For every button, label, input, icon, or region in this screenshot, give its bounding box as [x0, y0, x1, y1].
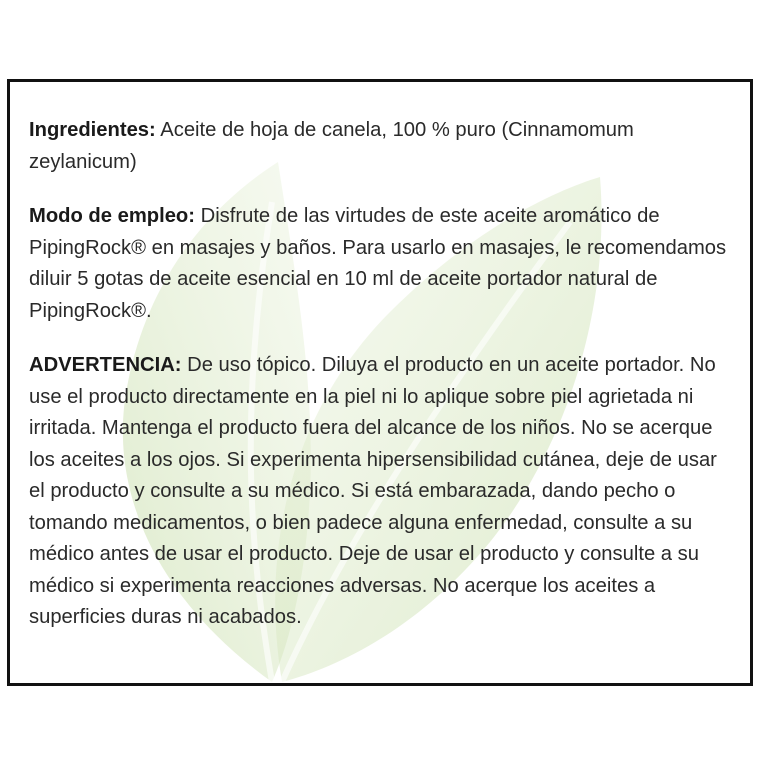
warning-text: De uso tópico. Diluya el producto en un aceite portador. No use el producto directamente en la piel ni lo aplique sobre piel agrietada ni irritada. Mantenga el producto fuera del alcance de los niños. No se acerque los aceites a los ojos. Si experimenta hipersensibilidad cutánea, deje de usar el producto y consulte a su médico. Si está embarazada, dando pecho o tomando medicamentos, o bien padece alguna enfermedad, consulte a su médico antes de usar el producto. Deje de usar el producto y consulte a su médico si experimenta reacciones adversas. No acerque los aceites a superficies duras ni acabados.: [29, 354, 717, 628]
usage-text: Disfrute de las virtudes de este aceite aromático de PipingRock® en masajes y baños. Para usarlo en masajes, le recomendamos diluir 5 gotas de aceite esencial en 10 ml de aceite portador natural de PipingRock®.: [29, 205, 727, 322]
usage-paragraph: [29, 201, 729, 327]
warning-paragraph: [29, 350, 729, 634]
usage-label: Modo de empleo:: [29, 205, 195, 227]
warning-label: ADVERTENCIA:: [29, 354, 182, 376]
label-text-block: [29, 115, 729, 657]
ingredients-label: Ingredientes:: [29, 119, 156, 141]
label-panel: [7, 79, 753, 686]
ingredients-text: Aceite de hoja de canela, 100 % puro (Cinnamomum zeylanicum): [29, 119, 634, 173]
ingredients-paragraph: [29, 115, 729, 178]
